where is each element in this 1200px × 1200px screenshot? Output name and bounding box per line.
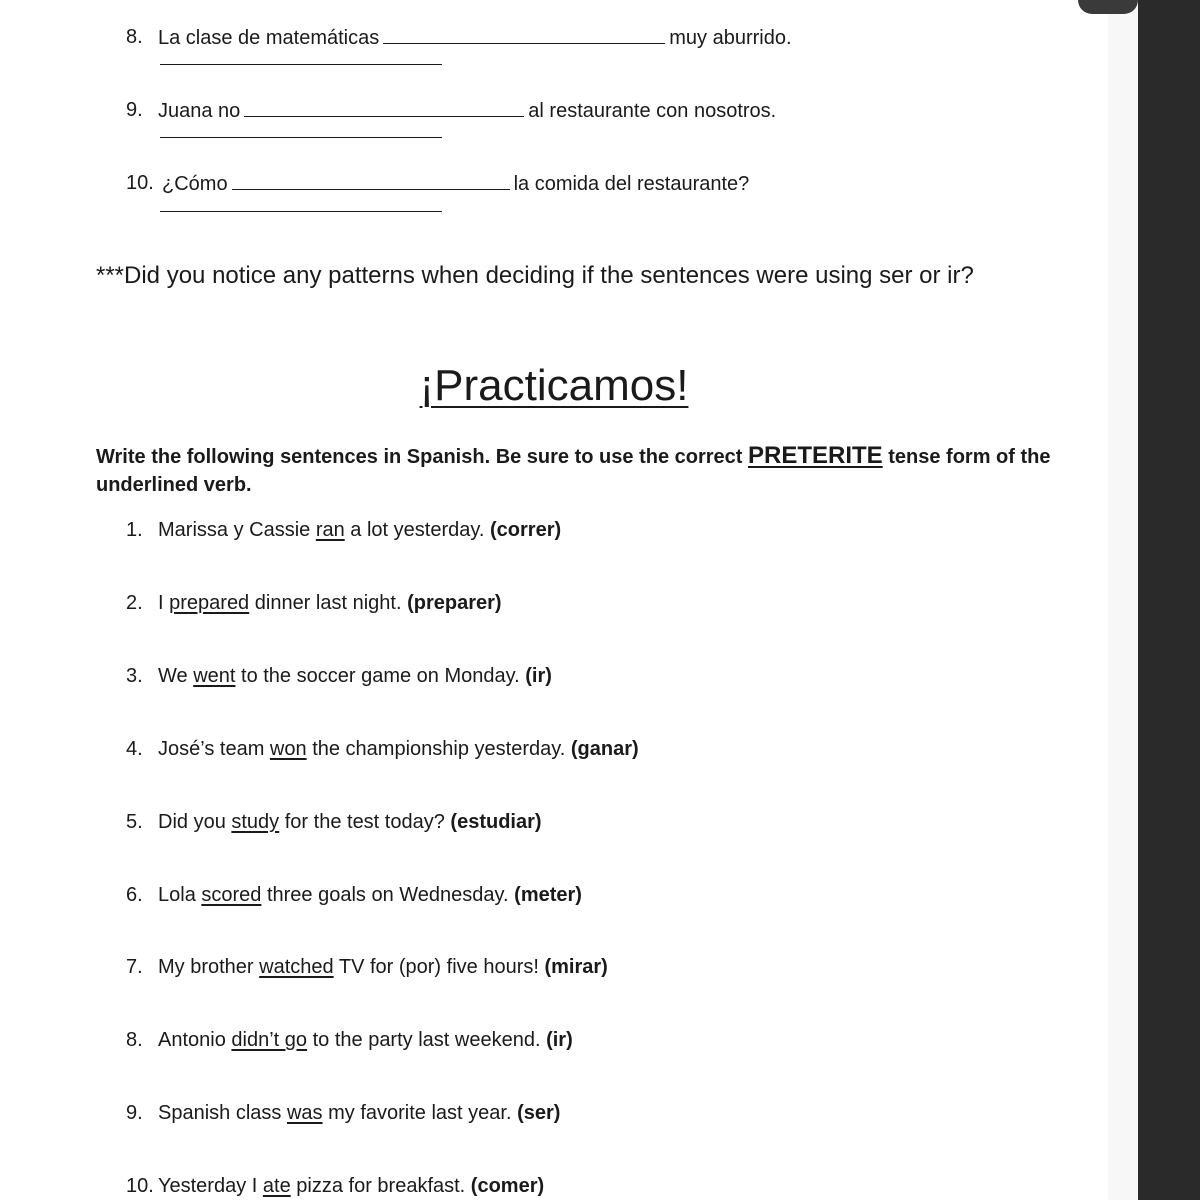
practice-verb: won bbox=[269, 738, 307, 760]
reflection-question: ***Did you notice any patterns when deciding if the sentences were using ser or ir? bbox=[96, 262, 974, 289]
practice-verb: was bbox=[286, 1102, 323, 1124]
instructions-emphasis: PRETERITE bbox=[748, 442, 883, 469]
answer-blank-extra[interactable] bbox=[160, 64, 442, 65]
practice-pre: We bbox=[158, 665, 188, 687]
practice-hint: (estudiar) bbox=[450, 811, 542, 833]
answer-blank[interactable] bbox=[383, 25, 665, 44]
practice-post: three goals on Wednesday. bbox=[266, 884, 509, 906]
practice-verb: went bbox=[193, 665, 236, 687]
practice-verb: study bbox=[231, 811, 280, 833]
practice-hint: (preparer) bbox=[407, 592, 502, 614]
top-item-number: 9. bbox=[126, 99, 143, 121]
practice-item-number: 1. bbox=[126, 519, 143, 541]
practice-post: pizza for breakfast. bbox=[296, 1175, 466, 1197]
practice-post: dinner last night. bbox=[254, 592, 402, 614]
practice-post: TV for (por) five hours! bbox=[338, 956, 539, 978]
top-item-8 bbox=[158, 25, 792, 50]
practice-hint: (correr) bbox=[490, 519, 562, 541]
practice-post: to the soccer game on Monday. bbox=[241, 665, 520, 687]
practice-hint: (ir) bbox=[546, 1029, 573, 1051]
practice-hint: (ser) bbox=[517, 1102, 561, 1124]
practice-hint: (meter) bbox=[514, 884, 582, 906]
practice-post: a lot yesterday. bbox=[350, 519, 485, 541]
practice-item-number: 10. bbox=[126, 1175, 154, 1197]
practice-verb: ran bbox=[315, 519, 345, 541]
top-item-number: 8. bbox=[126, 26, 143, 48]
practice-item bbox=[158, 955, 608, 979]
practice-pre: José’s team bbox=[158, 738, 265, 760]
top-item-before: La clase de matemáticas bbox=[158, 27, 380, 49]
practice-pre: My brother bbox=[158, 956, 254, 978]
practice-verb: watched bbox=[259, 956, 334, 978]
practice-item bbox=[158, 1101, 560, 1125]
practice-pre: I bbox=[158, 592, 164, 614]
top-item-before: Juana no bbox=[158, 100, 241, 122]
practice-item-number: 7. bbox=[126, 956, 143, 978]
practice-item bbox=[158, 664, 552, 688]
section-heading-text: ¡Practicamos! bbox=[419, 361, 689, 410]
instructions bbox=[96, 442, 1056, 499]
top-item-after: la comida del restaurante? bbox=[513, 173, 750, 195]
practice-item bbox=[158, 883, 582, 907]
practice-pre: Spanish class bbox=[158, 1102, 282, 1124]
practice-item bbox=[158, 810, 542, 834]
practice-item-number: 4. bbox=[126, 738, 143, 760]
practice-hint: (comer) bbox=[470, 1175, 545, 1197]
practice-hint: (mirar) bbox=[544, 956, 608, 978]
instructions-part1: Write the following sentences in Spanish. Be sure to use the correct bbox=[96, 446, 743, 468]
practice-verb: didn’t go bbox=[231, 1029, 308, 1051]
top-item-after: muy aburrido. bbox=[669, 27, 792, 49]
practice-verb: prepared bbox=[169, 592, 250, 614]
answer-blank[interactable] bbox=[244, 98, 524, 117]
practice-pre: Marissa y Cassie bbox=[158, 519, 311, 541]
instructions-part2: tense form of the underlined verb. bbox=[96, 446, 1051, 496]
practice-item-number: 6. bbox=[126, 884, 143, 906]
practice-item-number: 9. bbox=[126, 1102, 143, 1124]
window-corner bbox=[1078, 0, 1138, 14]
practice-post: my favorite last year. bbox=[328, 1102, 512, 1124]
viewer-margin bbox=[1108, 0, 1138, 1200]
practice-item bbox=[158, 1174, 544, 1198]
top-item-10 bbox=[162, 171, 749, 196]
practice-pre: Antonio bbox=[158, 1029, 226, 1051]
practice-post: for the test today? bbox=[284, 811, 445, 833]
practice-verb: ate bbox=[262, 1175, 291, 1197]
practice-verb: scored bbox=[201, 884, 262, 906]
practice-item-number: 3. bbox=[126, 665, 143, 687]
practice-item bbox=[158, 1028, 573, 1052]
practice-item bbox=[158, 518, 561, 542]
practice-item bbox=[158, 591, 502, 615]
practice-item bbox=[158, 737, 639, 761]
top-item-after: al restaurante con nosotros. bbox=[528, 100, 777, 122]
top-item-9 bbox=[158, 98, 776, 123]
practice-pre: Yesterday I bbox=[158, 1175, 258, 1197]
practice-item-number: 5. bbox=[126, 811, 143, 833]
practice-hint: (ir) bbox=[525, 665, 552, 687]
practice-pre: Did you bbox=[158, 811, 226, 833]
section-heading bbox=[0, 360, 1108, 412]
answer-blank-extra[interactable] bbox=[160, 211, 442, 212]
practice-post: to the party last weekend. bbox=[312, 1029, 541, 1051]
practice-hint: (ganar) bbox=[570, 738, 639, 760]
top-item-number: 10. bbox=[126, 172, 154, 194]
practice-item-number: 2. bbox=[126, 592, 143, 614]
top-item-before: ¿Cómo bbox=[162, 173, 228, 195]
answer-blank[interactable] bbox=[232, 171, 510, 190]
answer-blank-extra[interactable] bbox=[160, 137, 442, 138]
practice-item-number: 8. bbox=[126, 1029, 143, 1051]
practice-pre: Lola bbox=[158, 884, 196, 906]
practice-post: the championship yesterday. bbox=[312, 738, 566, 760]
